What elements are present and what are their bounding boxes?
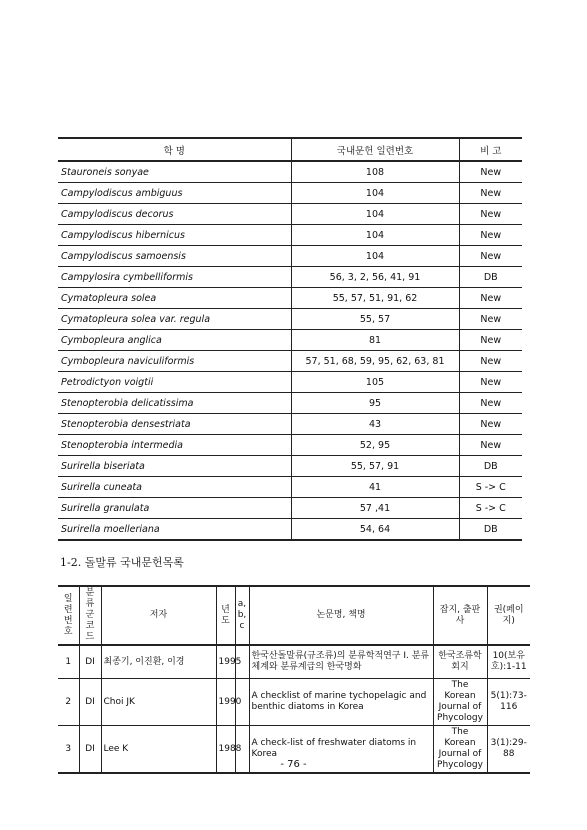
table-row [58,161,522,183]
note-cell: New [459,372,522,393]
col-header-volume: 권(페이지) [487,586,530,645]
col-header-note: 비 고 [459,138,522,161]
note-cell: S -> C [459,498,522,519]
title-cell: A checklist of marine tychopelagic and benthic diatoms in Korea [249,679,433,726]
year-cell: 1995 [216,645,235,679]
col-header-serial: 일련 번호 [58,586,79,645]
col-header-reference-ids: 국내문헌 일련번호 [291,138,459,161]
journal-cell: The Korean Journal of Phycology [433,726,487,774]
table-row [58,309,522,330]
species-name-cell: Surirella cuneata [58,477,291,498]
reference-table-header [58,586,530,645]
note-cell: New [459,288,522,309]
species-name-cell: Campylodiscus decorus [58,204,291,225]
species-name-cell: Stenopterobia delicatissima [58,393,291,414]
species-name-cell: Surirella moelleriana [58,519,291,541]
species-name-cell: Stauroneis sonyae [58,161,291,183]
col-header-title: 논문명, 책명 [249,586,433,645]
species-name-cell: Campylodiscus ambiguus [58,183,291,204]
table-row [58,498,522,519]
species-name-cell: Campylodiscus hibernicus [58,225,291,246]
reference-ids-cell: 105 [291,372,459,393]
table-row [58,645,530,679]
reference-ids-cell: 104 [291,246,459,267]
note-cell: New [459,414,522,435]
reference-ids-cell: 56, 3, 2, 56, 41, 91 [291,267,459,288]
species-name-cell: Cymbopleura naviculiformis [58,351,291,372]
col-header-year: 년도 [216,586,235,645]
reference-ids-cell: 41 [291,477,459,498]
note-cell: New [459,309,522,330]
species-name-cell: Cymbopleura anglica [58,330,291,351]
serial-cell: 3 [58,726,79,774]
volume-cell: 3(1):29-88 [487,726,530,774]
year-cell: 1990 [216,679,235,726]
note-cell: S -> C [459,477,522,498]
journal-cell: The Korean Journal of Phycology [433,679,487,726]
serial-cell: 2 [58,679,79,726]
author-cell: Choi JK [101,679,216,726]
reference-ids-cell: 95 [291,393,459,414]
species-table [58,137,522,541]
species-name-cell: Cymatopleura solea var. regula [58,309,291,330]
reference-ids-cell: 55, 57, 51, 91, 62 [291,288,459,309]
author-cell: 최종기, 이진환, 이경 [101,645,216,679]
journal-cell: 한국조류학회지 [433,645,487,679]
species-name-cell: Campylosira cymbelliformis [58,267,291,288]
table-row [58,435,522,456]
volume-cell: 10(보유호):1-11 [487,645,530,679]
note-cell: New [459,161,522,183]
species-name-cell: Stenopterobia densestriata [58,414,291,435]
note-cell: DB [459,267,522,288]
reference-ids-cell: 104 [291,204,459,225]
note-cell: DB [459,519,522,541]
reference-ids-cell: 54, 64 [291,519,459,541]
note-cell: New [459,435,522,456]
page-number: - 76 - [280,759,307,770]
title-cell: 한국산돌말류(규조류)의 분류학적연구 I. 분류체계와 분류계급의 한국명화 [249,645,433,679]
note-cell: New [459,204,522,225]
table-row [58,456,522,477]
note-cell: New [459,183,522,204]
species-table-header [58,138,522,161]
species-name-cell: Campylodiscus samoensis [58,246,291,267]
reference-ids-cell: 104 [291,183,459,204]
species-name-cell: Surirella biseriata [58,456,291,477]
table-row [58,393,522,414]
table-row [58,246,522,267]
species-name-cell: Surirella granulata [58,498,291,519]
table-row [58,679,530,726]
reference-ids-cell: 55, 57 [291,309,459,330]
col-header-taxon-code: 분류군 코드 [79,586,101,645]
species-name-cell: Stenopterobia intermedia [58,435,291,456]
reference-ids-cell: 104 [291,225,459,246]
taxon-code-cell: DI [79,679,101,726]
note-cell: New [459,225,522,246]
note-cell: New [459,351,522,372]
col-header-scientific-name: 학 명 [58,138,291,161]
table-row [58,267,522,288]
table-row [58,330,522,351]
col-header-journal: 잡지, 출판사 [433,586,487,645]
reference-table [58,585,530,774]
note-cell: New [459,246,522,267]
note-cell: New [459,330,522,351]
year-cell: 1988 [216,726,235,774]
reference-ids-cell: 52, 95 [291,435,459,456]
col-header-author: 저자 [101,586,216,645]
table-row [58,288,522,309]
taxon-code-cell: DI [79,726,101,774]
table-row [58,351,522,372]
table-row [58,225,522,246]
reference-ids-cell: 43 [291,414,459,435]
reference-ids-cell: 55, 57, 91 [291,456,459,477]
col-header-abc: a, b, c [235,586,249,645]
reference-ids-cell: 108 [291,161,459,183]
volume-cell: 5(1):73-116 [487,679,530,726]
table-row [58,519,522,541]
table-row [58,477,522,498]
table-row [58,183,522,204]
species-name-cell: Petrodictyon voigtii [58,372,291,393]
author-cell: Lee K [101,726,216,774]
reference-ids-cell: 57 ,41 [291,498,459,519]
reference-ids-cell: 81 [291,330,459,351]
note-cell: DB [459,456,522,477]
title-cell: A check-list of freshwater diatoms in Korea [249,726,433,774]
table-row [58,372,522,393]
table-row [58,414,522,435]
note-cell: New [459,393,522,414]
species-name-cell: Cymatopleura solea [58,288,291,309]
reference-ids-cell: 57, 51, 68, 59, 95, 62, 63, 81 [291,351,459,372]
serial-cell: 1 [58,645,79,679]
table-row [58,204,522,225]
taxon-code-cell: DI [79,645,101,679]
section-title: 1-2. 돌말류 국내문헌목록 [60,556,184,569]
